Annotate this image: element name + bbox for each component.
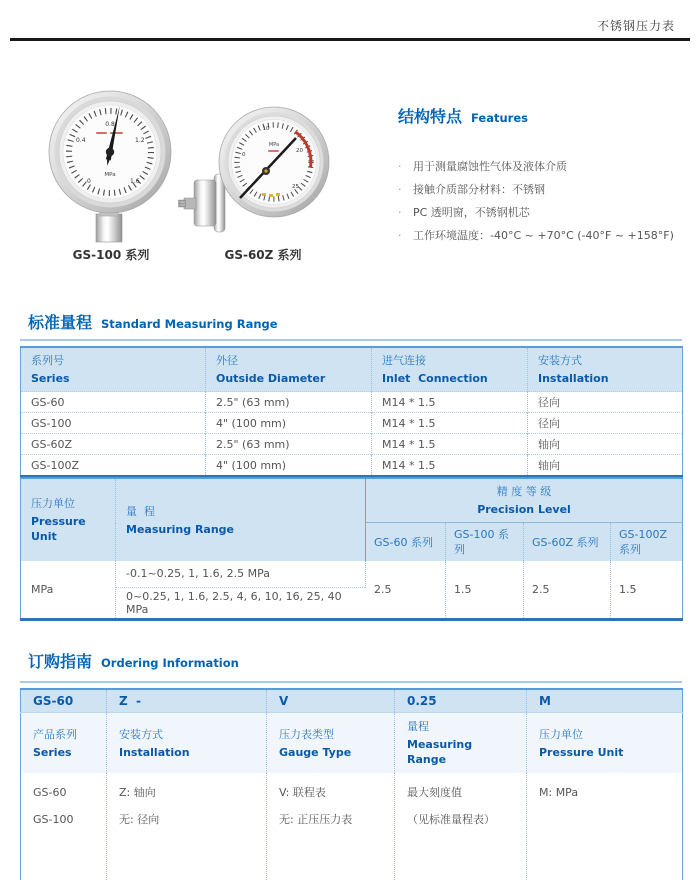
- cell-pressure-unit: MPa: [21, 561, 116, 619]
- feature-text: 接触介质部分材料：不锈钢: [413, 183, 545, 196]
- page-title: 不锈钢压力表: [596, 19, 675, 33]
- ordering-title: [28, 649, 239, 672]
- table-header-row: [21, 713, 683, 774]
- code-gauge-type: V: [267, 689, 395, 713]
- cell-precision-gs100: 1.5: [446, 561, 524, 619]
- dial-label: 1.6: [130, 178, 140, 185]
- cell-series-options: GS-60 GS-100: [21, 773, 107, 880]
- gauge-gs100-caption: GS-100 系列: [72, 248, 150, 262]
- order-code-row: [21, 689, 683, 713]
- code-range: 0.25: [395, 689, 527, 713]
- feature-item: [398, 201, 692, 224]
- section-divider: [20, 681, 682, 683]
- bullet-icon: ·: [398, 206, 402, 219]
- feature-item: [398, 178, 692, 201]
- features-title: [398, 104, 692, 127]
- cell-precision-gs60: 2.5: [366, 561, 446, 619]
- dial-label: 25: [292, 184, 299, 190]
- cell-connection: M14 * 1.5: [372, 434, 528, 455]
- cell-installation-options: Z: 轴向 无: 径向: [107, 773, 267, 880]
- dial-label: 0.8: [105, 121, 115, 128]
- measuring-range-title-zh: 标准量程: [28, 313, 93, 332]
- col-header-gs100: GS-100 系列: [446, 523, 524, 562]
- ordering-title-zh: 订购指南: [28, 652, 93, 671]
- cell-diameter: 4" (100 mm): [206, 413, 372, 434]
- measuring-range-title: [28, 310, 278, 333]
- table-header-row: [21, 478, 683, 523]
- dial-label: 10: [262, 126, 270, 132]
- cell-series: GS-60: [21, 392, 206, 413]
- cell-connection: M14 * 1.5: [372, 455, 528, 477]
- col-header-inlet-connection: 进气连接 Inlet Connection: [372, 347, 528, 392]
- dial-red-marking: [96, 132, 107, 134]
- ordering-title-en: Ordering Information: [101, 656, 239, 670]
- col-header-installation: 安装方式 Installation: [107, 713, 267, 774]
- gauge-gs60z-caption: GS-60Z 系列: [224, 248, 302, 262]
- table-row: [21, 434, 683, 455]
- cell-series: GS-60Z: [21, 434, 206, 455]
- cell-connection: M14 * 1.5: [372, 413, 528, 434]
- cell-installation: 径向: [528, 392, 683, 413]
- order-body-row: [21, 773, 683, 880]
- gauge-side-view: [179, 174, 226, 232]
- pressure-gauge-gs100-image: [46, 86, 176, 246]
- col-header-gs100z: GS-100Z 系列: [611, 523, 683, 562]
- cell-gauge-type-options: V: 联程表 无: 正压压力表: [267, 773, 395, 880]
- features-title-zh: 结构特点: [398, 107, 463, 126]
- pressure-gauge-gs60z-image: [178, 100, 330, 236]
- cell-series: GS-100Z: [21, 455, 206, 477]
- table-row: [21, 455, 683, 477]
- col-header-series: 产品系列 Series: [21, 713, 107, 774]
- col-header-measuring-range: 量 程 Measuring Range: [116, 478, 366, 561]
- code-series: GS-60: [21, 689, 107, 713]
- bullet-icon: ·: [398, 160, 402, 173]
- features-title-en: Features: [471, 111, 528, 125]
- col-header-outside-diameter: 外径 Outside Diameter: [206, 347, 372, 392]
- bullet-icon: ·: [398, 229, 402, 242]
- table-row: [21, 392, 683, 413]
- dial-label: 0: [242, 152, 246, 158]
- series-spec-table: [20, 346, 683, 478]
- cell-range-2: 0~0.25, 1, 1.6, 2.5, 4, 6, 10, 16, 25, 40 MPa: [116, 587, 366, 619]
- features-list: [398, 155, 692, 247]
- col-header-gs60z: GS-60Z 系列: [524, 523, 611, 562]
- needle-hub: [106, 148, 114, 156]
- feature-text: 工作环境温度：-40°C ~ +70°C (-40°F ~ +158°F): [413, 229, 674, 242]
- col-header-gauge-type: 压力表类型 Gauge Type: [267, 713, 395, 774]
- dial-label: 0.4: [76, 137, 86, 144]
- dial-label: 1.2: [135, 137, 145, 144]
- cell-diameter: 2.5" (63 mm): [206, 392, 372, 413]
- table-row: [21, 413, 683, 434]
- cell-precision-gs100z: 1.5: [619, 582, 637, 596]
- cell-installation: 轴向: [528, 455, 683, 477]
- section-divider: [20, 339, 682, 341]
- cell-installation: 径向: [528, 413, 683, 434]
- cell-unit-options: M: MPa: [539, 786, 579, 799]
- precision-level-table: [20, 477, 683, 621]
- dial-unit-label: MPa: [268, 142, 280, 148]
- cell-diameter: 2.5" (63 mm): [206, 434, 372, 455]
- col-header-series: 系列号 Series: [21, 347, 206, 392]
- dial-yellow-marks: [262, 193, 266, 196]
- feature-text: PC 透明窗，不锈钢机芯: [413, 206, 530, 219]
- feature-item: [398, 155, 692, 178]
- col-header-measuring-range: 量程 Measuring Range: [395, 713, 527, 774]
- dial-label: 20: [296, 148, 303, 154]
- dial-label: 0: [87, 178, 91, 185]
- cell-diameter: 4" (100 mm): [206, 455, 372, 477]
- code-installation: Z -: [107, 689, 267, 713]
- gauge-stem: [96, 214, 122, 242]
- col-header-precision-level: 精 度 等 级 Precision Level: [366, 478, 683, 523]
- table-row: [21, 561, 683, 587]
- dial-unit-label: MPa: [104, 172, 116, 178]
- cell-range-1: -0.1~0.25, 1, 1.6, 2.5 MPa: [116, 561, 366, 587]
- feature-text: 用于测量腐蚀性气体及液体介质: [413, 160, 567, 173]
- col-header-installation: 安装方式 Installation: [528, 347, 683, 392]
- table-header-row: [21, 347, 683, 392]
- cell-precision-gs60z: 2.5: [524, 561, 611, 619]
- ordering-table: [20, 688, 683, 880]
- cell-installation: 轴向: [528, 434, 683, 455]
- dial-red-marking: [268, 150, 279, 152]
- code-unit: M: [527, 689, 683, 713]
- cell-connection: M14 * 1.5: [372, 392, 528, 413]
- col-header-gs60: GS-60 系列: [366, 523, 446, 562]
- measuring-range-title-en: Standard Measuring Range: [101, 317, 278, 331]
- cell-series: GS-100: [21, 413, 206, 434]
- col-header-pressure-unit: 压力单位 Pressure Unit: [527, 713, 683, 774]
- col-header-pressure-unit: 压力单位 Pressure Unit: [21, 478, 116, 561]
- feature-item: [398, 224, 692, 247]
- bullet-icon: ·: [398, 183, 402, 196]
- header-divider: [10, 38, 690, 41]
- features-section: [398, 104, 692, 247]
- cell-range-options: 最大刻度值 （见标准量程表）: [395, 773, 527, 880]
